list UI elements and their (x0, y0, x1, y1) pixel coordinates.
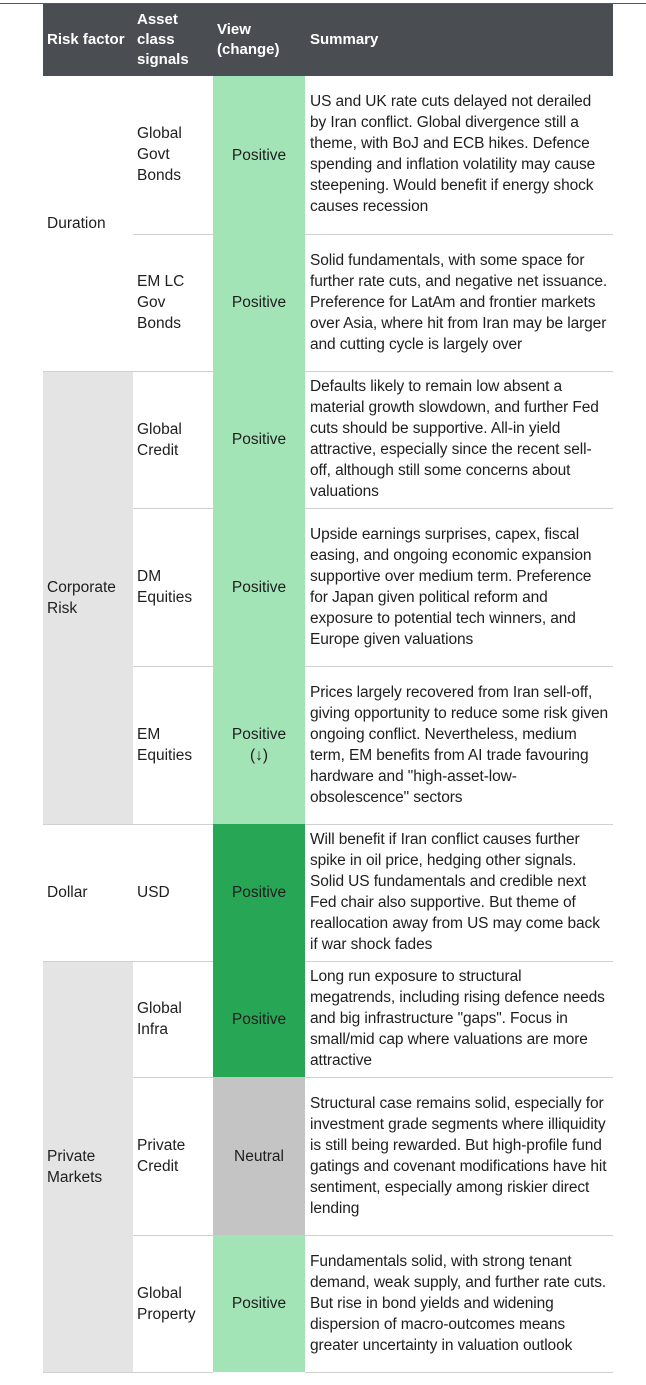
header-row (43, 4, 613, 76)
summary-cell: Long run exposure to structural megatrends, including rising defence needs and big infrastructure "gaps". Focus in small/mid cap where valuations are more attractive (305, 961, 613, 1077)
table-row (43, 371, 613, 508)
view-cell (213, 666, 305, 824)
view-cell (213, 1235, 305, 1372)
risk-factor-corporate-risk: Corporate Risk (43, 371, 133, 824)
asset-cell: Global Property (133, 1235, 213, 1372)
summary-cell: Structural case remains solid, especially for investment grade segments where illiquidity is still being rewarded. But high-profile fund gatings and covenant modifications have hit sentiment, especially among riskier direct lending (305, 1077, 613, 1235)
table-row (43, 961, 613, 1077)
summary-cell: Prices largely recovered from Iran sell-off, giving opportunity to reduce some risk given ongoing conflict. Nevertheless, medium term, EM benefits from AI trade favouring hardware and "high-asset-low-obsolescence" sectors (305, 666, 613, 824)
asset-cell: EM LC Gov Bonds (133, 234, 213, 371)
view-change-down-icon: (↓) (249, 747, 269, 764)
asset-cell: EM Equities (133, 666, 213, 824)
risk-signals-table (43, 4, 613, 1373)
header-summary: Summary (305, 4, 613, 76)
asset-cell: Global Infra (133, 961, 213, 1077)
asset-cell: Private Credit (133, 1077, 213, 1235)
header-asset-class: Asset class signals (133, 4, 213, 76)
asset-cell: DM Equities (133, 508, 213, 666)
table-row (43, 824, 613, 961)
view-label: Positive (231, 431, 287, 448)
view-cell (213, 508, 305, 666)
table-row (43, 76, 613, 234)
risk-factor-private-markets: Private Markets (43, 961, 133, 1372)
asset-cell: USD (133, 824, 213, 961)
view-label: Positive (231, 578, 287, 596)
summary-cell: Fundamentals solid, with strong tenant demand, weak supply, and further rate cuts. But rise in bond yields and widening dispersion of macro-outcomes means greater uncertainty in valuation outlook (305, 1235, 613, 1372)
view-cell (213, 234, 305, 371)
asset-cell: Global Credit (133, 371, 213, 508)
summary-cell: Upside earnings surprises, capex, fiscal easing, and ongoing economic expansion supportive over medium term. Preference for Japan given political reform and exposure to potential tech winners, and Europe given valuations (305, 508, 613, 666)
view-cell (213, 824, 305, 961)
view-label: Positive (231, 884, 287, 901)
view-label: Positive (231, 294, 287, 311)
view-label: Positive (231, 146, 287, 164)
summary-cell: US and UK rate cuts delayed not derailed by Iran conflict. Global divergence still a theme, with BoJ and ECB hikes. Defence spending and inflation volatility may cause steepening. Would benefit if energy shock causes recession (305, 76, 613, 234)
view-label: Positive (231, 1295, 287, 1312)
asset-cell: Global Govt Bonds (133, 76, 213, 234)
view-cell (213, 1077, 305, 1235)
summary-cell: Defaults likely to remain low absent a material growth slowdown, and further Fed cuts should be supportive. All-in yield attractive, especially since the recent sell-off, although still some concerns about valuations (305, 371, 613, 508)
header-view: View (change) (213, 4, 305, 76)
view-label: Positive (231, 726, 287, 743)
view-label: Positive (231, 1010, 287, 1028)
header-risk-factor: Risk factor (43, 4, 133, 76)
view-cell (213, 961, 305, 1077)
view-label: Neutral (234, 1147, 284, 1165)
view-cell (213, 371, 305, 508)
view-cell (213, 76, 305, 234)
summary-cell: Solid fundamentals, with some space for further rate cuts, and negative net issuance. Preference for LatAm and frontier markets over Asia, where hit from Iran may be larger and cutting cycle is largely over (305, 234, 613, 371)
summary-cell: Will benefit if Iran conflict causes further spike in oil price, hedging other signals. Solid US fundamentals and credible next Fed chair also supportive. But theme of reallocation away from US may come back if war shock fades (305, 824, 613, 961)
risk-factor-dollar: Dollar (43, 824, 133, 961)
risk-factor-duration: Duration (43, 76, 133, 371)
